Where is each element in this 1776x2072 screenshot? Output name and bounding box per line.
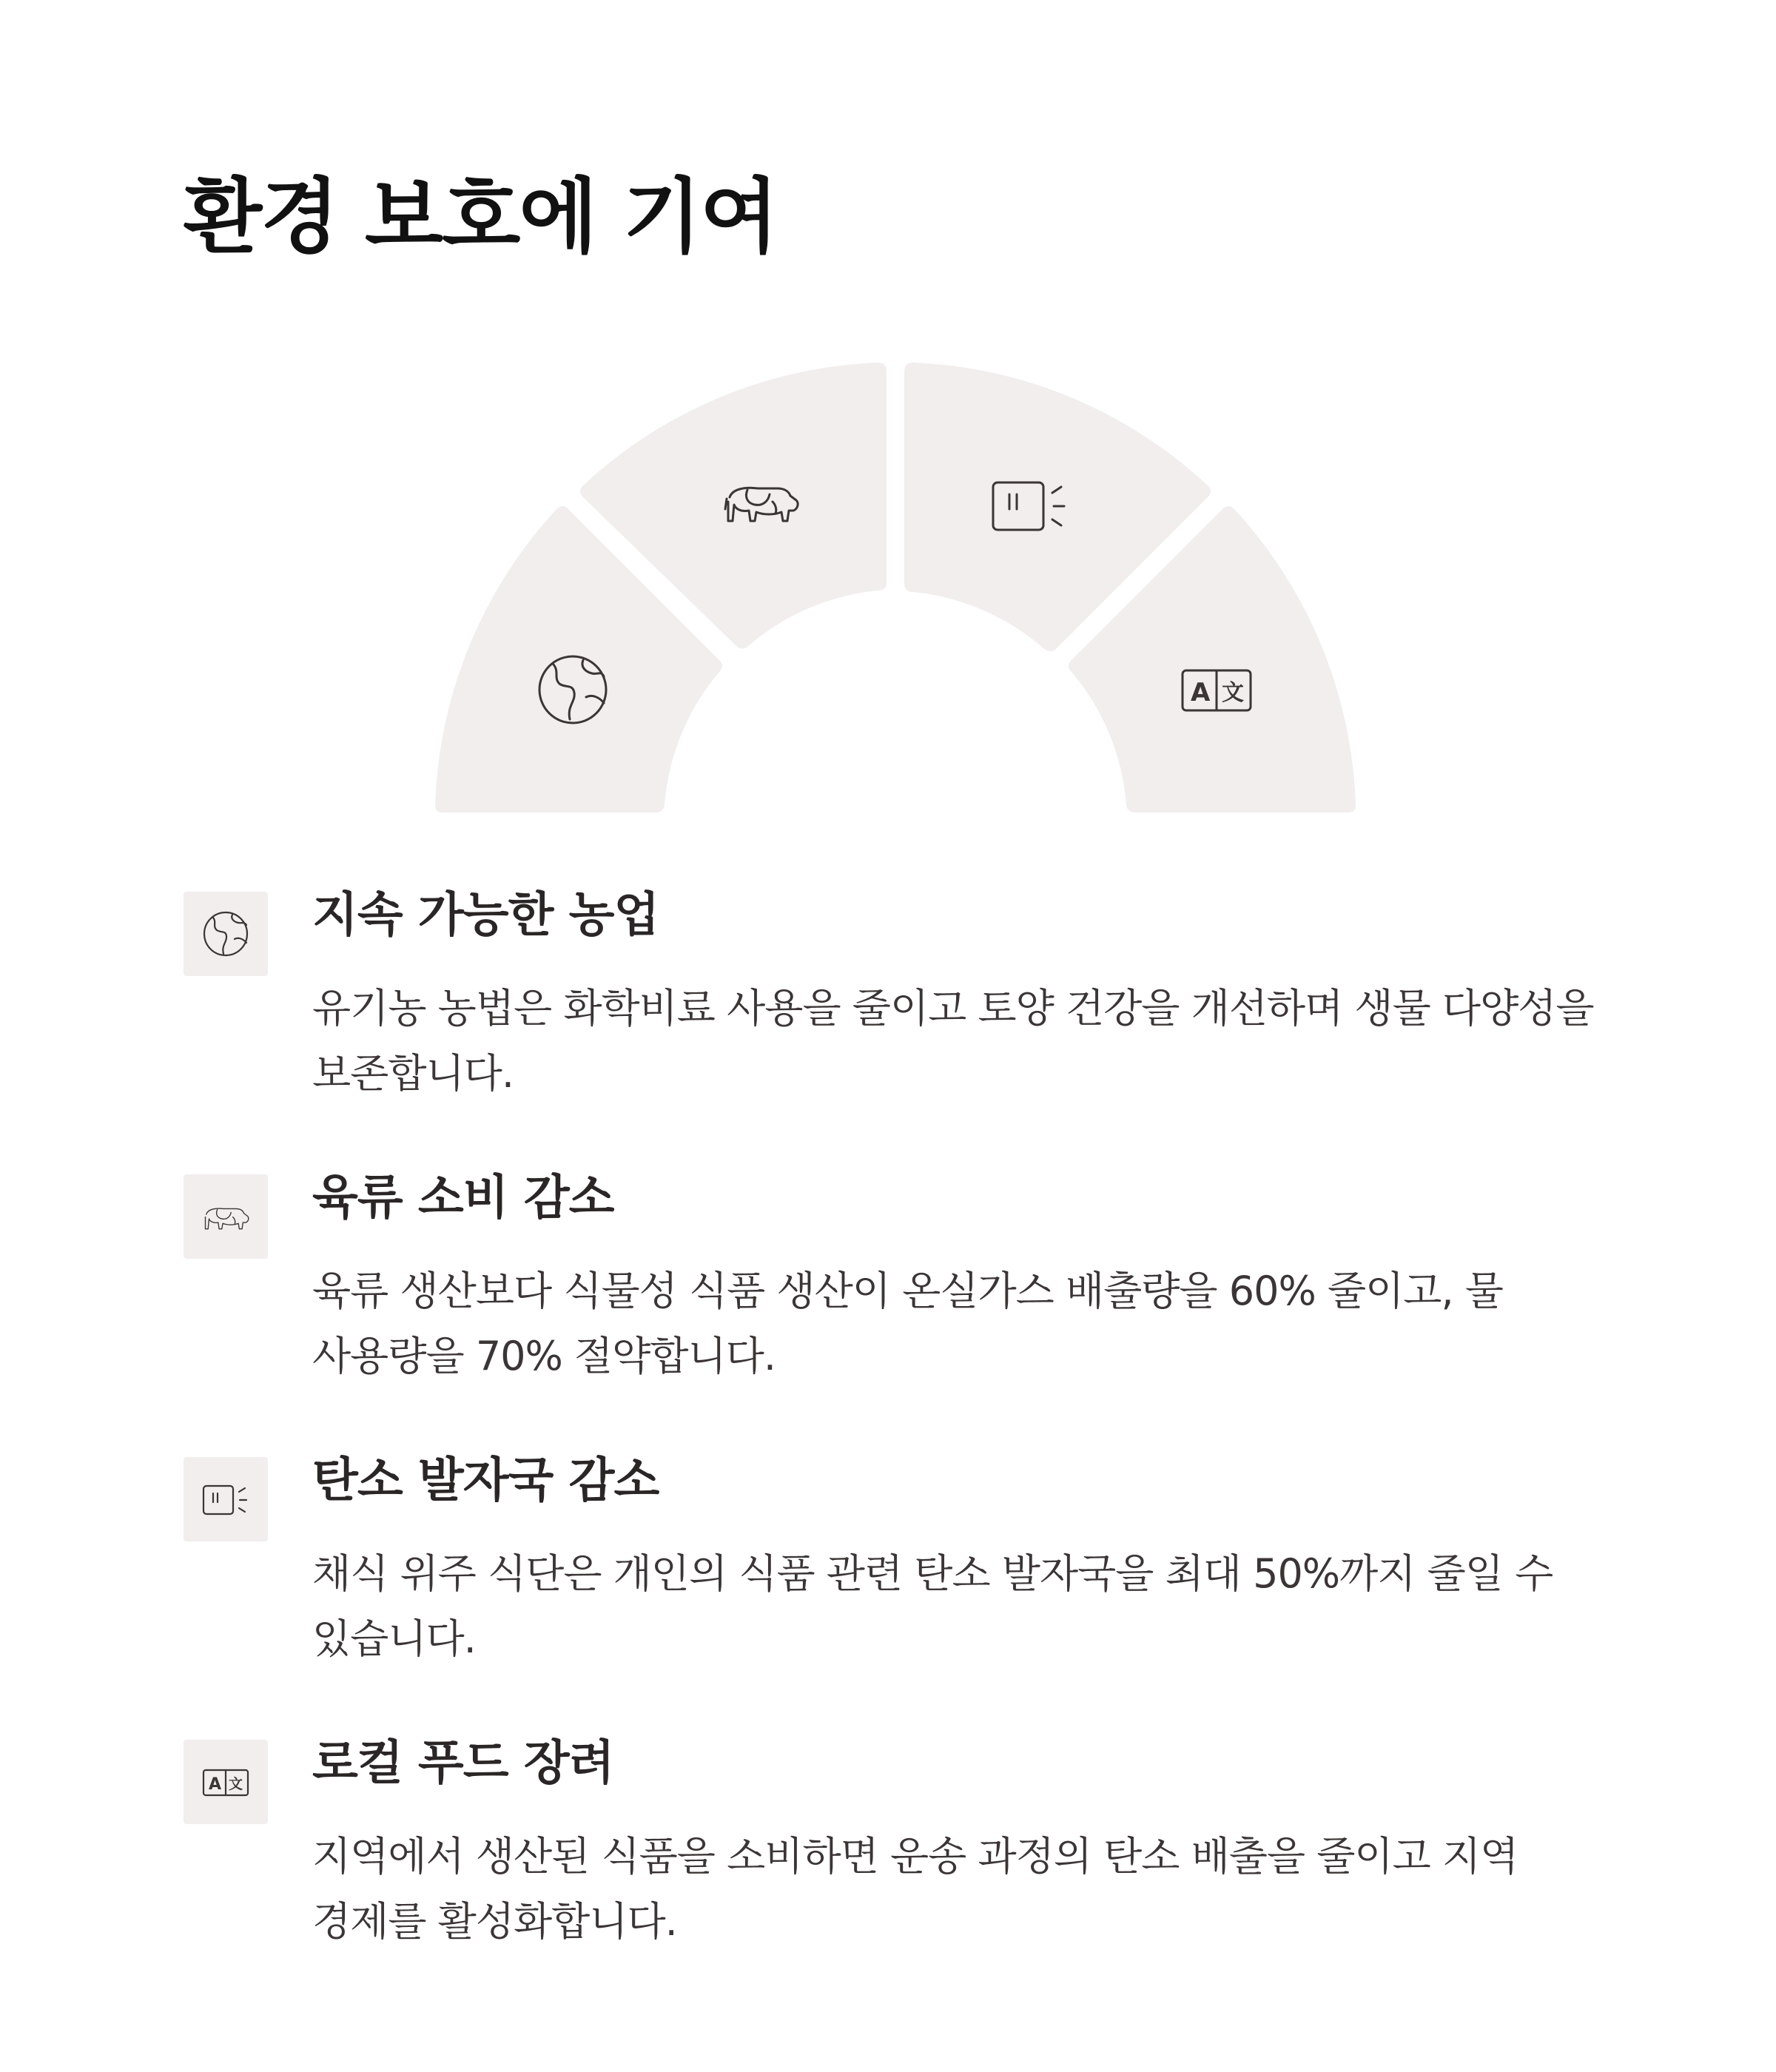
feature-item xyxy=(184,888,1627,1174)
feature-title: 육류 소비 감소 xyxy=(312,1171,614,1225)
feature-icon-box xyxy=(184,1174,268,1259)
svg-text:A: A xyxy=(1191,678,1211,707)
feature-icon-box xyxy=(184,1457,268,1541)
feature-icon-box xyxy=(184,1740,268,1824)
feature-list xyxy=(184,888,1627,2022)
feature-icon-box xyxy=(184,892,268,976)
translate-icon xyxy=(202,1758,249,1806)
feature-item xyxy=(184,1736,1627,2022)
feature-title: 지속 가능한 농업 xyxy=(312,888,659,943)
feature-title: 로컬 푸드 장려 xyxy=(312,1736,614,1791)
svg-text:文: 文 xyxy=(229,1776,243,1792)
cow-icon xyxy=(202,1193,249,1240)
page-title: 환경 보호에 기여 xyxy=(184,169,778,264)
feature-title: 탄소 발자국 감소 xyxy=(312,1453,659,1508)
feature-item xyxy=(184,1453,1627,1740)
feature-description: 유기농 농법은 화학비료 사용을 줄이고 토양 건강을 개선하며 생물 다양성을 보존합니다. xyxy=(312,985,1594,1097)
feature-description: 육류 생산보다 식물성 식품 생산이 온실가스 배출량을 60% 줄이고, 물 사용량을 70% 절약합니다. xyxy=(312,1268,1503,1379)
emission-icon xyxy=(202,1476,249,1523)
globe-icon xyxy=(202,910,249,958)
feature-description: 지역에서 생산된 식품을 소비하면 운송 과정의 탄소 배출을 줄이고 지역 경제를 활성화합니다. xyxy=(312,1833,1518,1945)
feature-item xyxy=(184,1171,1627,1457)
svg-text:A: A xyxy=(209,1775,222,1794)
feature-description: 채식 위주 식단은 개인의 식품 관련 탄소 발자국을 최대 50%까지 줄일 수 있습니다. xyxy=(312,1550,1553,1662)
category-wheel xyxy=(0,0,1776,829)
svg-text:文: 文 xyxy=(1222,680,1244,706)
